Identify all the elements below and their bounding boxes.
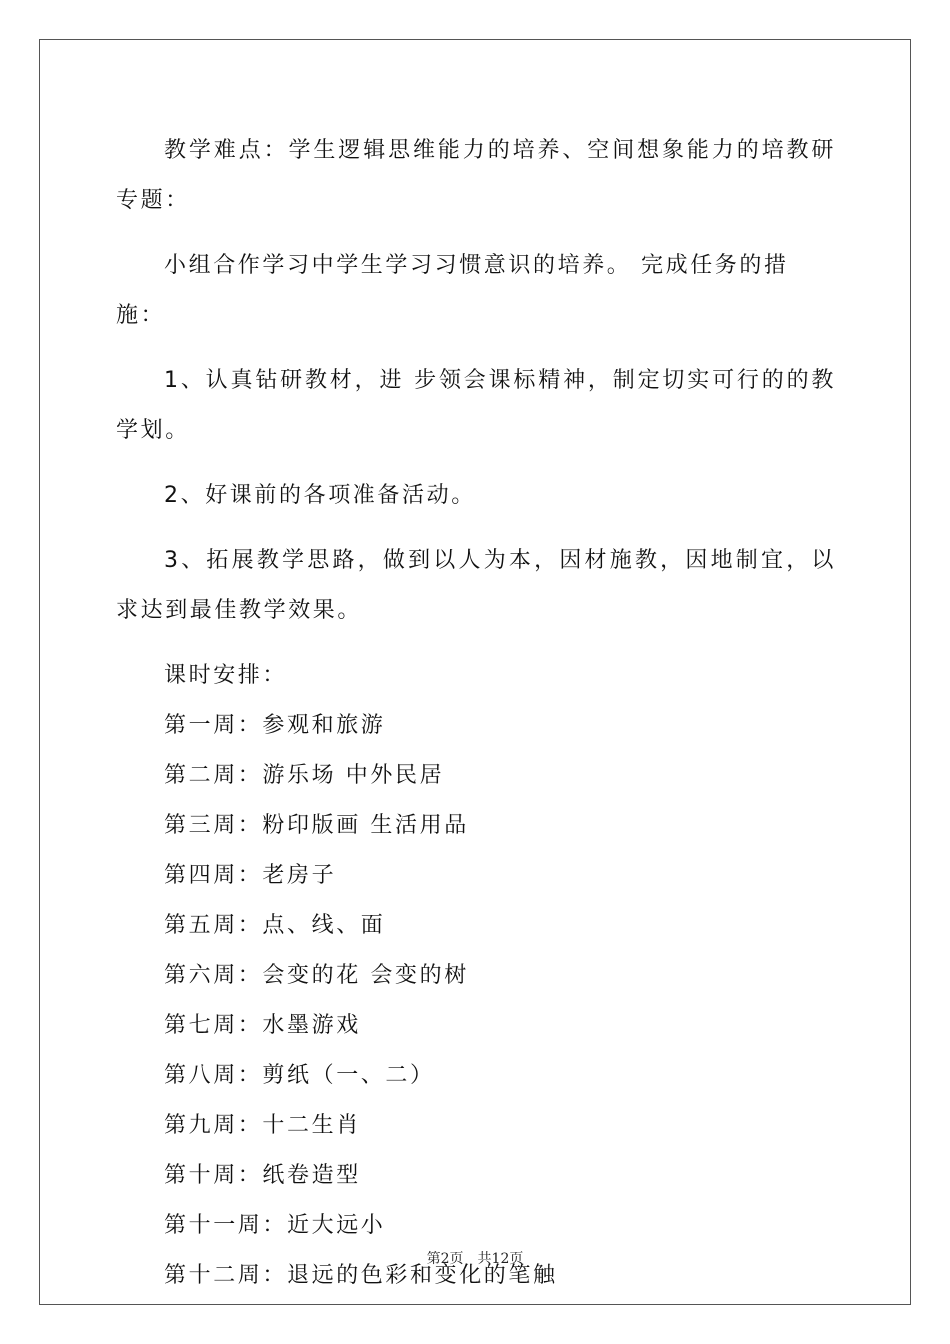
paragraph-measure-2: 2、好课前的各项准备活动。 <box>164 483 476 508</box>
schedule-week-10: 第十周：纸卷造型 <box>164 1163 361 1188</box>
schedule-week-1: 第一周：参观和旅游 <box>164 713 386 738</box>
schedule-week-4: 第四周：老房子 <box>164 863 337 888</box>
paragraph-measure-1: 1、认真钻研教材，进 步领会课标精神，制定切实可行的的教学划。 <box>116 368 836 443</box>
paragraph-group-study: 小组合作学习中学生学习习惯意识的培养。 完成任务的措施： <box>116 253 789 328</box>
schedule-week-12: 第十二周：退远的色彩和变化的笔触 <box>164 1263 558 1288</box>
paragraph-measure-3: 3、拓展教学思路，做到以人为本，因材施教，因地制宜，以求达到最佳教学效果。 <box>116 548 836 623</box>
page-footer: 第2页 共12页 <box>426 1251 524 1267</box>
schedule-week-6: 第六周：会变的花 会变的树 <box>164 963 469 988</box>
schedule-week-8: 第八周：剪纸（一、二） <box>164 1063 435 1088</box>
paragraph-schedule-heading: 课时安排： <box>164 663 288 688</box>
schedule-week-7: 第七周：水墨游戏 <box>164 1013 361 1038</box>
schedule-week-9: 第九周：十二生肖 <box>164 1113 361 1138</box>
schedule-week-2: 第二周：游乐场 中外民居 <box>164 763 445 788</box>
schedule-week-3: 第三周：粉印版画 生活用品 <box>164 813 469 838</box>
schedule-week-5: 第五周：点、线、面 <box>164 913 386 938</box>
paragraph-teaching-difficulty: 教学难点：学生逻辑思维能力的培养、空间想象能力的培教研专题： <box>116 138 836 213</box>
document-body <box>116 126 836 1301</box>
schedule-week-11: 第十一周：近大远小 <box>164 1213 386 1238</box>
